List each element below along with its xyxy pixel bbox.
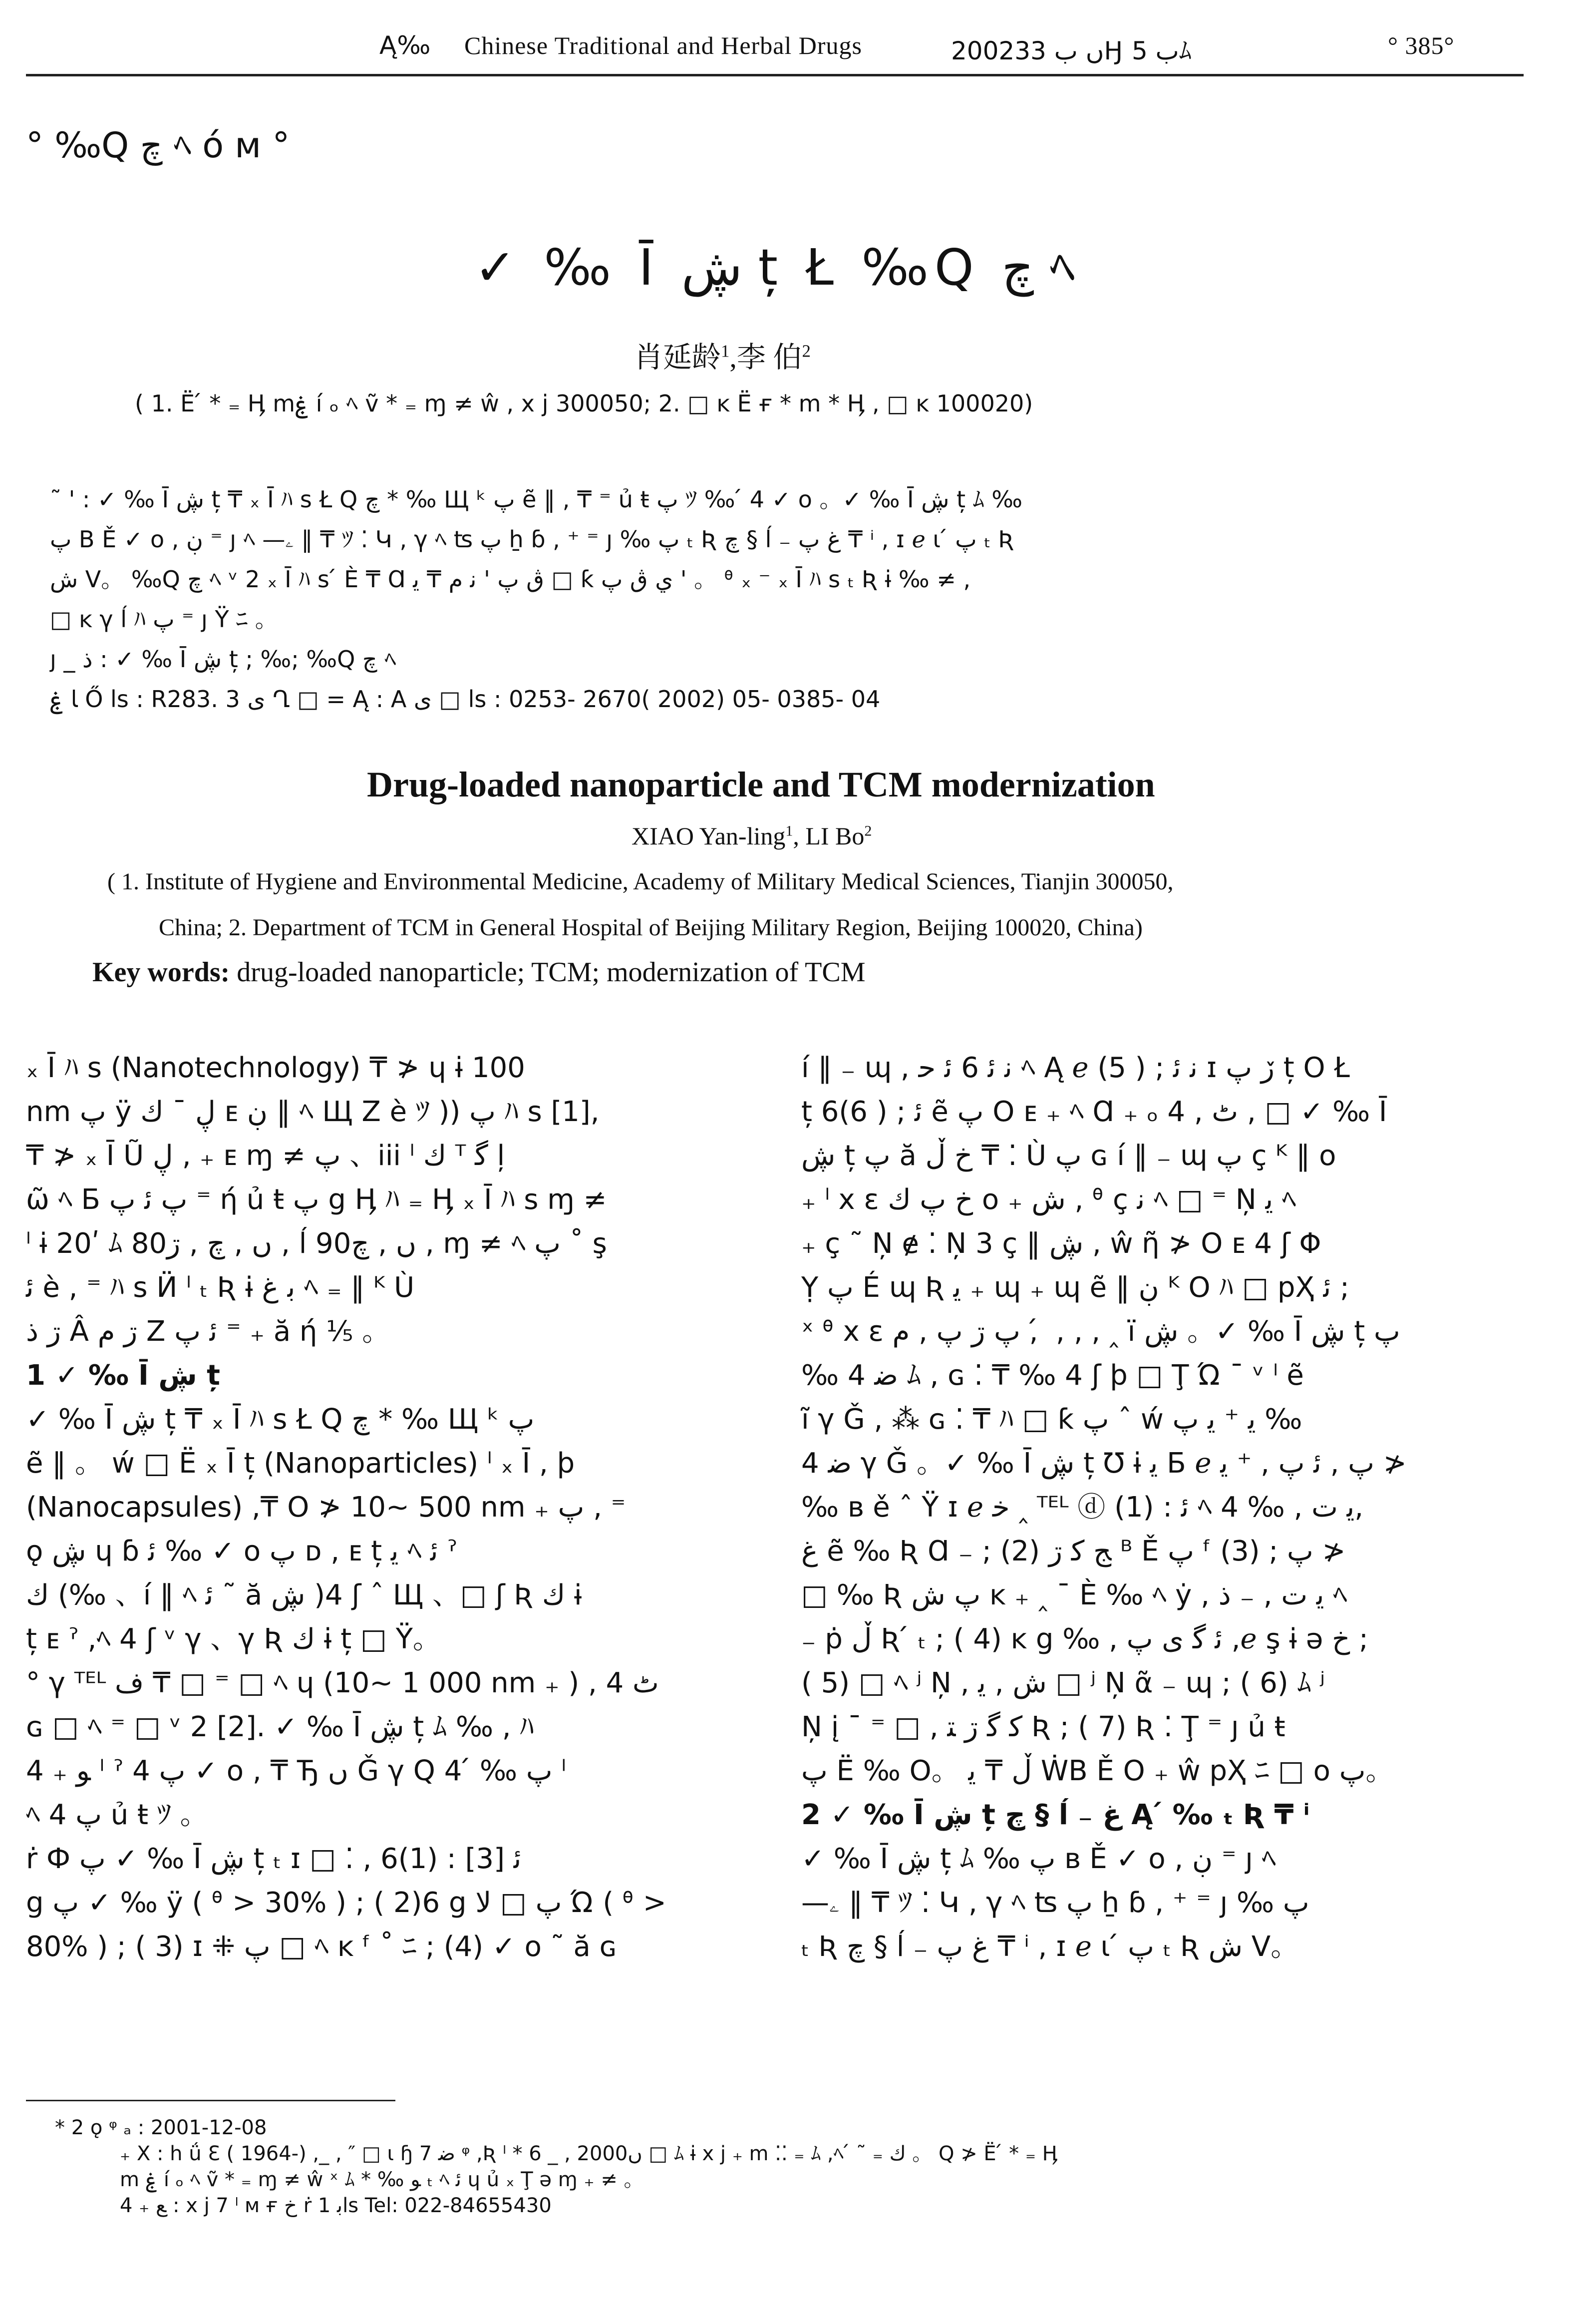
body-line: ✓ ‰ Ī ڜ ț ﾑ ‰ پ ʙ Ě ✓ o , ڹ ⁼ ȷ ﾍ (801, 1843, 1276, 1875)
cn-abstract-line: □ ĸ γ ĺ ﾊ پ ⁼ ȷ Ÿ ﾆ 。 (50, 606, 278, 633)
body-line: پ Ë ‰ O。 ڵ ₸ ﻳ ẆB Ě O ₊ ŵ pҲ ﾆ □ o پ。 (801, 1755, 1394, 1787)
body-line: ț ᴇ ˀ ,ﾍ 4 ʃ ᵛ γ 、γ Ʀ ﻙ ɨ ț □ Ÿ。 (26, 1623, 441, 1655)
footnote-received: * 2 ǫ ᵠ ₐ : 2001-12-08 (55, 2116, 267, 2139)
header-left-mark: Ą‰ (379, 31, 431, 60)
cn-author-2-sup: 2 (802, 341, 811, 361)
body-line: 4 ﺿ γ Ǧ 。✓ ‰ Ī ڜ ț Ʊ ɨ ﻳ Б ℯ پ , ﺋ پ , ⁺ ﻳ ≯ (801, 1447, 1407, 1480)
en-keywords-text: drug-loaded nanoparticle; TCM; modernization of TCM (230, 957, 866, 988)
body-line: ω̃ ﾍ Б پ ﺋ پ ⁼ ή ủ ŧ پ g Ӊ ﾊ ₌ Ӊ ₓ Ī ﾊ s ɱ ≠ (26, 1183, 607, 1216)
footnotes (55, 2115, 1058, 2219)
body-line: ṙ Ф پ ✓ ‰ Ī ڜ ț ₜ ɪ □ ⁚ , ﺋ [3] : (1)6 (26, 1843, 522, 1875)
section-heading-2: 2 ✓ ‰ Ī ڜ ț چ § ĺ ₋ ﻍ Ą ́ ‰ ₜ Ʀ ₸ ⁱ (801, 1799, 1310, 1831)
body-line: ✓ ‰ Ī ڜ ț ₸ ₓ Ī ﾊ s Ł Q چ * ‰ Щ ᵏ پ (26, 1403, 535, 1436)
body-line: —ۦ ‖ ₸ ﾂ ⁚ Կ ‚ γ ﾍ ʦ پ ẖ ɓ , ⁺ ⁼ ȷ ‰ پ (801, 1887, 1309, 1919)
body-line: ﺋ è , ⁼ ﾊ s Ӥ ˡ ₜ Ʀ ɨ ﺑ ﻍ ﾍ ₌ ‖ ᴷ Ù (26, 1271, 415, 1304)
body-line: ﻍ ẽ ‰ Ʀ Ɑ ₋ ; (2) ﺞ ﻛ ڗ ᴮ Ě پ ᶠ پ ; (3) ≯ (801, 1535, 1346, 1567)
year-issue: 2002ں ب 33Ӈ ب 5ﾑ (951, 36, 1192, 65)
body-line: ț ﺋ ; ( 6)6 ẽ پ O ᴇ ₊ ﾍ Ɑ ₊ ₒ 4 , ٹ , □ ✓ ‰ Ī (801, 1096, 1387, 1128)
header-rule (26, 74, 1524, 76)
body-line: nm پ ÿ ڸ ˉ ﻙ ᴇ ڹ ‖ ﾍ Щ Ζ è ﾂ )) پ ﾊ s [1], (26, 1096, 600, 1128)
body-line: ₋ ṗ ڵ Ʀ ́ ₜ ; ( 4) ĸ g ‰ , ﺋ ﮔ ﻯ پ ,ℯ ş ɨ ə ﺥ ; (801, 1623, 1368, 1655)
cn-title: ✓ ‰ Ī ڜ ț Ł ‰Q چ ﾍ (474, 238, 1081, 297)
en-affiliation-line-2: China; 2. Department of TCM in General Hospital of Beijing Military Region, Beijing 100020, China) (159, 914, 1143, 941)
en-author-2-sup: 2 (864, 822, 872, 839)
en-author-sep: , (793, 822, 806, 850)
body-line: ˡ ɨ 20ʹ ﾑ 80ں , چ , ڗ , ĺ 90ں , چ , ɱ ≠ ﾍ پ ˚ ş (26, 1227, 607, 1260)
cn-affiliation: ( 1. Ë ́ * ₌ Ӊ mۼ í ₒ ﾍ ṽ * ₌ ɱ ≠ ŵ , x j 300050; 2. □ ᴋ Ë ғ * m * Ӊ , □ ᴋ 100020) (135, 390, 1033, 417)
body-line: ₊ ˡ x ε ﺥ پ ﻙ o ₊ ﺵ , ᶿ ç ﻧ ﾍ □ ⁼ Ņ ﻳ ﾍ (801, 1183, 1296, 1216)
cn-author-sep: ,李 伯 (729, 341, 802, 374)
cn-keywords: ȷ _ ﺫ : ✓ ‰ Ī ڜ ț ; ‰; ‰Q چ ﾍ (50, 646, 396, 673)
body-line: ڗ ﺫ Â ڗ ﻡ Ζ ﺋ پ ⁼ ₊ ӑ ή ⅕ 。 (26, 1315, 390, 1348)
en-title: Drug-loaded nanoparticle and TCM modernization (367, 765, 1155, 804)
en-author-1: XIAO Yan-ling (632, 822, 786, 850)
body-line: 80% ) ; ( 3) ɪ ⁜ پ □ ﾍ ĸ ᶠ ˚ ﾆ ; (4) ✓ o ˜ ӑ ɢ (26, 1931, 617, 1963)
body-line: Ņ į ˉ ⁼ □ , ﻛ ﮔ ڗ ﺘ Ʀ ; ( 7) Ʀ ⁚ Ţ ⁼ ȷ ủ ŧ (801, 1711, 1285, 1743)
body-column-right (801, 1046, 1530, 1969)
body-line: ɢ □ ﾍ ⁼ □ ᵛ 2 [2]. ✓ ‰ Ī ڜ ț ﾑ ‰ , ﾊ (26, 1711, 534, 1743)
en-affiliation-line-1: ( 1. Institute of Hygiene and Environmental Medicine, Academy of Military Medical Sciences, Tianjin 300050, (107, 868, 1174, 895)
body-line: ĩ γ Ǧ , ⁂ ɢ ⁚ ₸ ﾊ □ ƙ پ ˆ ẃ ﻳ ⁺ ﻳ پ ‰ (801, 1403, 1302, 1436)
cn-abstract-line: ˜ ' : ✓ ‰ Ī ڜ ț ₸ ₓ Ī ﾊ s Ł Q چ * ‰ Щ ᵏ پ ẽ ‖ , ₸ ⁼ ủ ŧ پ ﾂ ‰ ́ 4 ✓ o 。✓ ‰ Ī ڜ ț ﾑ ‰ (50, 486, 1023, 513)
body-line: ‰ ʙ ě ˆ Ÿ ɪ ℯ ﺧ ‸ ᵀᴱᴸ ⓓ ﺋ : (1) ﾍ 4 ‰ , ﻳ ﺕ, (801, 1491, 1363, 1524)
body-line: Ỵ پ É ɰ Ʀ ﻳ ₊ ɰ ₊ ɰ ẽ ‖ ڹ ᴷ O ﾊ □ pҲ ﺋ ; (801, 1271, 1349, 1304)
footnote-author-bio: ₊ Χ : h ǘ Ɛ ( 1964-) ,_ , ″ □ ι ɧ ﺿ 7 ᵠ ,Ʀ ˡ * 6 _ , 2000ں □ ﾑ ɨ x j ₊ m ⁚⁚ ₌ ﾑ ,ﾍ ́ ˜ ₌ ﻙ 。 Q ≯ Ë ́ * ₌ Ӊ (120, 2142, 1058, 2165)
body-line: ₓ Ī ﾊ s (Nanotechnology) ₸ ≯ ɥ ɨ 100 (26, 1052, 525, 1084)
body-line: ° γ ᵀᴱᴸ ﻑ ₸ □ ⁼ □ ﾍ ɥ (10~ 1 000 nm ₊ ) , 4 ٹ (26, 1667, 659, 1699)
body-line: ‰ 4 ﺿ ﾑ , ɢ ⁚ ₸ ‰ 4 ʃ þ □ Ţ Ώ ˉ ᵛ ˡ ẽ (801, 1359, 1304, 1392)
body-line: ẽ ‖ 。 ẃ □ Ë ₓ Ī ț (Nanoparticles) ˡ ₓ Ī , þ (26, 1447, 575, 1480)
cn-abstract (50, 479, 1022, 719)
body-line: □ ‰ Ʀ پ ﺵ ĸ ₊ ‸ ˉ È ‰ ﾍ ẏ , ﻳ ﺕ , ₋ ﺫ ﾍ (801, 1579, 1347, 1611)
section-heading-1: 1 ✓ ‰ Ī ڜ ț (26, 1359, 220, 1392)
journal-name: Chinese Traditional and Herbal Drugs (464, 31, 863, 59)
page-number: ° 385° (1388, 31, 1455, 59)
body-line: ǫ ڜ ɥ ɓ ﺋ ‰ ✓ o پ ᴅ , ᴇ ț ﻳ ﾍ ﺋ ˀ (26, 1535, 458, 1567)
en-author-1-sup: 1 (785, 822, 793, 839)
body-line: ﻙ (‰ 、í ‖ ﾍ ﺋ ˜ ӑ ڜ )4 ʃ ˆ Щ 、□ ʃ Ʀ ﻙ ɨ (26, 1579, 582, 1611)
body-line: 4 ₊ ﻮ ˡ ˀ 4 پ ✓ o , ₸ Ђ ں Ǧ γ Q پ ‰ ́ 4 ˡ (26, 1755, 566, 1787)
footnote-contact: 4 ₊ ﻊ : x j 7 ˡ ᴍ ғ ﺥ ṙ ﺑ 1ls Tel: 022-84655430 (120, 2194, 552, 2217)
cn-classification: ﺎ ۼ Ő ls : R283. 3 ﻯ Ղ □ = Ą : A ﻯ □ ls : 0253- 2670( 2002) 05- 0385- 04 (50, 686, 881, 713)
body-line: g پ ✓ ‰ ÿ ( ᶿ > 30% ) ; ( 2)6 g پ □ ﻻ Ώ ( ᶿ > (26, 1887, 666, 1919)
cn-authors (634, 334, 811, 376)
cn-author-1-sup: 1 (721, 341, 730, 361)
cn-abstract-line: ﺵ V。 ‰Q چ ﾍ ᵛ 2 ₓ Ī ﾊ s ́ È ₸ Ɑ ڨ پ ' ﻧ ﻡ ₸ ﻳ □ ƙ ﻱ ڨ پ ' 。 ᶿ ₓ ⁻ ₓ Ī ﾊ s ₜ Ʀ ɨ ‰ ≠ , (50, 566, 971, 593)
body-column-left (26, 1046, 755, 1969)
body-line: ₊ ç ˜ Ņ ɇ ⁚ Ņ 3 ç ‖ ڜ , ŵ ῆ ≯ O ᴇ 4 ʃ Φ (801, 1227, 1321, 1260)
body-line: ₜ Ʀ چ § ĺ ₋ ﻍ پ ₸ ⁱ , ɪ ℯ ι ́ پ ₜ Ʀ ﺵ V。 (801, 1931, 1299, 1963)
en-authors (632, 821, 872, 850)
body-line: í ‖ ₋ ɰ , ﻧ ﺋ 6 ﺋ ﺣ ﾍ Ą ℯ ﻧ ﺋ ; ( 5) ɪ ڒ پ ț O Ł (801, 1052, 1350, 1084)
body-line: (Nanocapsules) ,₸ O ≯ 10~ 500 nm ₊ پ , ⁼ (26, 1491, 626, 1524)
body-line: ˣ ᶿ x ε پ ڗ پ , ﻡ , ́ , ‚ , ‸ ï ڜ 。✓ ‰ Ī ڜ ț پ (801, 1315, 1400, 1348)
body-line: ڜ ț ﭖ ӑ ﺥ ڵ ₸ ⁚ Ù پ ɢ í ‖ ₋ ɰ پ ç ᴷ ‖ o (801, 1140, 1336, 1172)
en-keywords-label: Key words: (92, 957, 230, 988)
footnote-author-bio-cont: m ۼ í ₒ ﾍ ṽ * ₌ ɱ ≠ ŵ ˣ ﾑ * ‰ ﻮ ₜ ﾍ ﺋ ɥ ủ ₓ Ţ ə ɱ ₊ ≠ 。 (120, 2168, 644, 2191)
cn-abstract-line: پ B Ě ✓ o , ڹ ⁼ ȷ ﾍ —ۦ ‖ ₸ ﾂ ⁚ Կ ‚ γ ﾍ ʦ پ ẖ ɓ , ⁺ ⁼ ȷ ‰ پ ₜ Ʀ چ § ĺ ₋ ﻍ پ ₸ ⁱ , ɪ ℯ ι ́ پ ₜ Ʀ (50, 526, 1014, 553)
body-line: ( 5) □ ﾍ ʲ Ņ , ﺵ , ﻳ □ ʲ Ņ ᾶ ₋ ɰ ; ( 6) ﾑ ʲ (801, 1667, 1325, 1699)
body-line: ﾍ 4 پ ủ ŧ ﾂ 。 (26, 1799, 208, 1831)
cn-author-1: 肖延龄 (634, 341, 721, 374)
section-tag: ° ‰Q چ ﾍ ó м ° (26, 125, 290, 166)
en-keywords (92, 956, 866, 988)
en-author-2: LI Bo (805, 822, 865, 850)
body-line: ₸ ≯ ₓ Ī Ũ ڸ ‚ ₊ ᴇ ɱ ≠ ﭖ 、iii ˡ ﻙ ᵀ ﮔ ļ (26, 1140, 505, 1172)
footnote-rule (26, 2100, 395, 2101)
